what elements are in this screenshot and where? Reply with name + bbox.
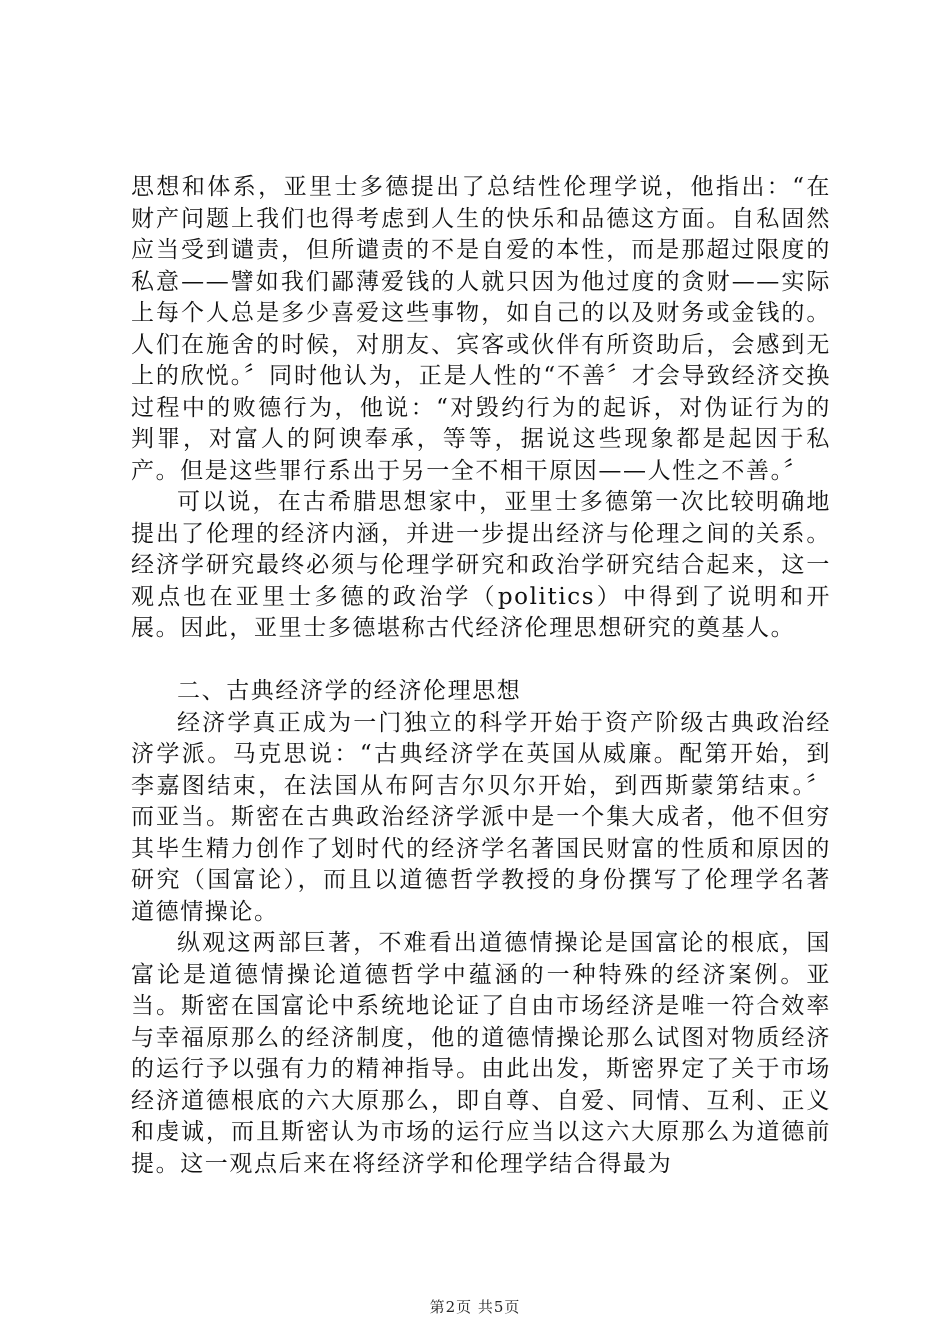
paragraph-aristotle-summary: 思想和体系，亚里士多德提出了总结性伦理学说，他指出：“在财产问题上我们也得考虑到人生的快乐和品德这方面。自私固然应当受到谴责，但所谴责的不是自爱的本性，而是那超过限度的私意——譬如我们鄙薄爱钱的人就只因为他过度的贪财——实际上每个人总是多少喜爱这些事物，如自己的以及财务或金钱的。人们在施舍的时候，对朋友、宾客或伙伴有所资助后，会感到无上的欣悦。〞同时他认为，正是人性的“不善〞才会导致经济交换过程中的败德行为，他说：“对毁约行为的起诉，对伪证行为的判罪，对富人的阿谀奉承，等等，据说这些现象都是起因于私产。但是这些罪行系出于另一全不相干原因——人性之不善。〞 [131, 174, 831, 484]
section-heading-classical-economics: 二、古典经济学的经济伦理思想 [177, 678, 522, 704]
document-body [131, 172, 831, 1180]
paragraph-classical-school: 经济学真正成为一门独立的科学开始于资产阶级古典政治经济学派。马克思说：“古典经济学在英国从威廉。配第开始，到李嘉图结束，在法国从布阿吉尔贝尔开始，到西斯蒙第结束。〞而亚当。斯密在古典政治经济学派中是一个集大成者，他不但穷其毕生精力创作了划时代的经济学名著国民财富的性质和原因的研究（国富论），而且以道德哲学教授的身份撰写了伦理学名著道德情操论。 [131, 709, 831, 925]
page-number: 第2页 共5页 [429, 1298, 521, 1316]
paragraph-aristotle-foundation: 可以说，在古希腊思想家中，亚里士多德第一次比较明确地提出了伦理的经济内涵，并进一步提出经济与伦理之间的关系。经济学研究最终必须与伦理学研究和政治学研究结合起来，这一观点也在亚里士多德的政治学（politics）中得到了说明和开展。因此，亚里士多德堪称古代经济伦理思想研究的奠基人。 [131, 489, 831, 641]
paragraph-smith-works: 纵观这两部巨著，不难看出道德情操论是国富论的根底，国富论是道德情操论道德哲学中蕴涵的一种特殊的经济案例。亚当。斯密在国富论中系统地论证了自由市场经济是唯一符合效率与幸福原那么的经济制度，他的道德情操论那么试图对物质经济的运行予以强有力的精神指导。由此出发，斯密界定了关于市场经济道德根底的六大原那么，即自尊、自爱、同情、互利、正义和虔诚，而且斯密认为市场的运行应当以这六大原那么为道德前提。这一观点后来在将经济学和伦理学结合得最为 [131, 930, 831, 1177]
